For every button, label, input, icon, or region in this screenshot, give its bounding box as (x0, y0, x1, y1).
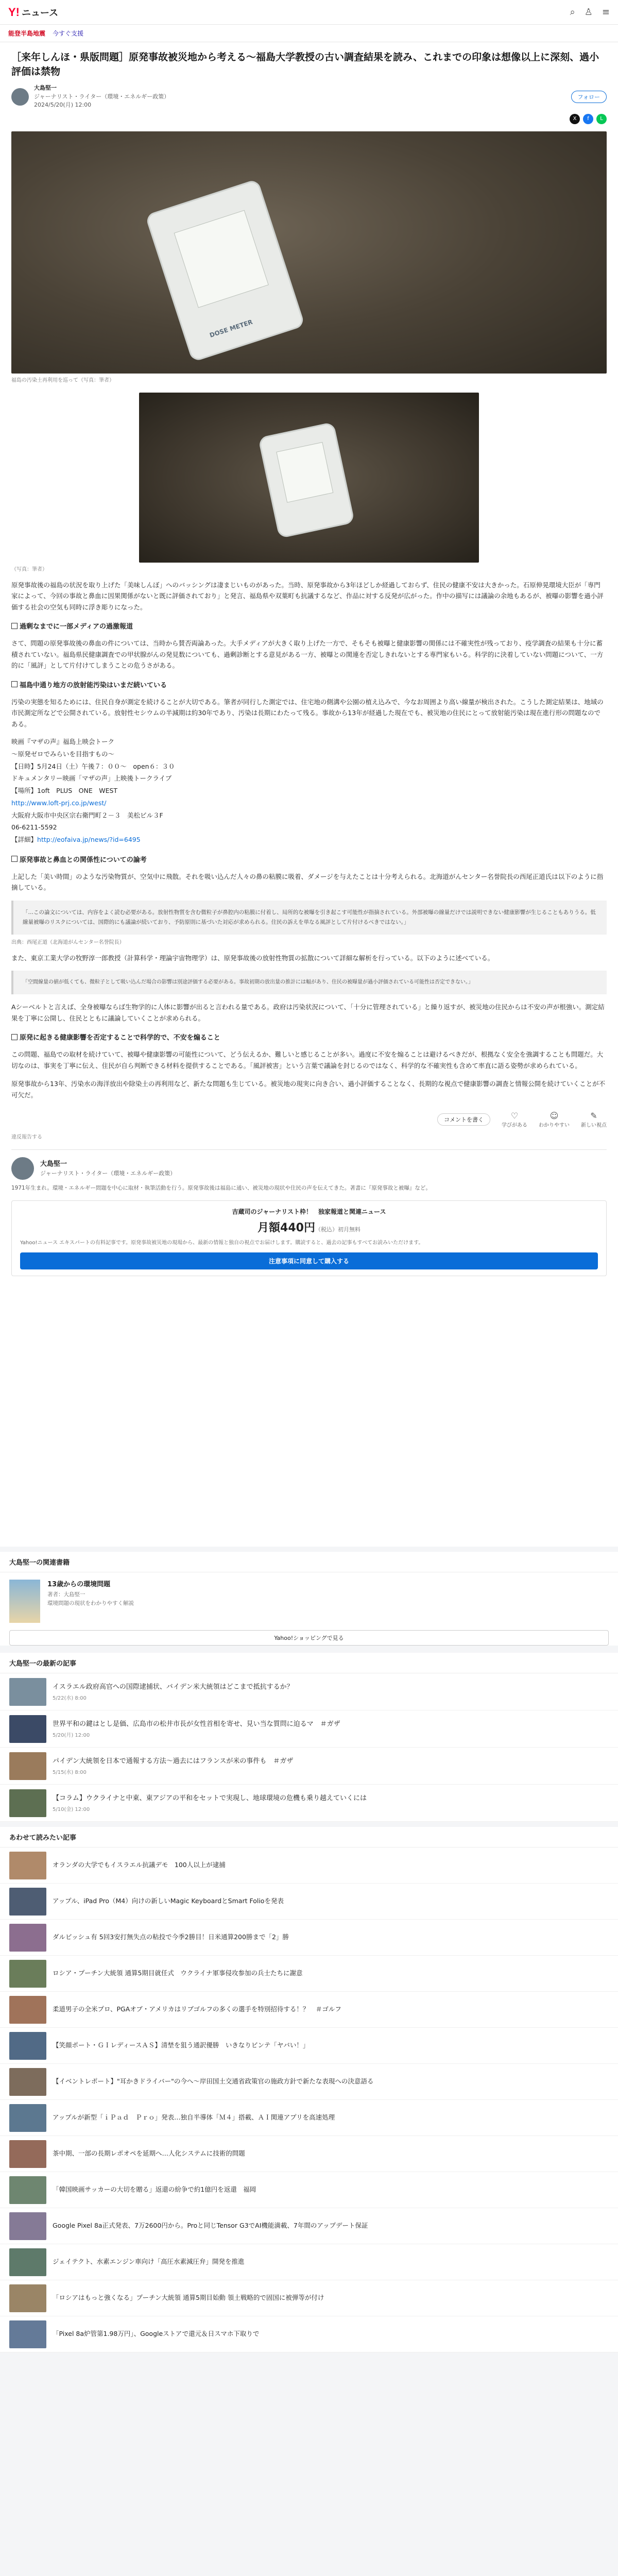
quote-source: 出典：西尾正道（北海道がんセンター名誉院長） (11, 939, 125, 945)
list-item[interactable] (0, 1673, 618, 1710)
author-card-avatar[interactable] (11, 1157, 34, 1180)
news-thumbnail (9, 1789, 46, 1817)
paragraph: Aシーベルトと言えば、全身被曝ならば生物学的に人体に影響が出ると言われる量である。政府は汚染状況について、「十分に管理されている」と繰り返すが、被災地の住民からは不安の声が根強い。測定結果を丁寧に公開し、住民とともに議論していくことが求められる。 (11, 1003, 605, 1022)
event-place: 【場所】1oft PLUS ONE WEST (11, 787, 118, 795)
list-item[interactable] (0, 2064, 618, 2100)
paragraph: また、東京工業大学の牧野淳一郎教授（計算科学・理論宇宙物理学）は、原発事故後の放射性物質の拡散について詳細な解析を行っている。以下のように述べている。 (11, 954, 494, 962)
book-module-title: 大島堅一の関連書籍 (0, 1552, 618, 1572)
byline (11, 84, 607, 110)
book-cover-image[interactable] (9, 1580, 40, 1623)
report-link[interactable]: 違反報告する (11, 1134, 42, 1141)
news-thumbnail (9, 2104, 46, 2132)
news-headline: ロシア・プーチン大統領 通算5期目就任式 ウクライナ軍事侵攻参加の兵士たちに謝意 (53, 1969, 303, 1977)
related-list (0, 1673, 618, 1822)
news-headline: 世界平和の鍵はとし是価、広島市の松井市長が女性首相を寄せ、見い当な質問に迫るマ ＃ガザ (53, 1720, 340, 1728)
news-thumbnail (9, 1852, 46, 1879)
news-thumbnail (9, 2212, 46, 2240)
news-thumbnail (9, 1888, 46, 1916)
news-thumbnail (9, 2032, 46, 2060)
paragraph: 汚染の実態を知るためには、住民自身が測定を続けることが大切である。筆者が同行した測定では、住宅地の側溝や公園の植え込みで、今なお周囲より高い線量が検出された。こうした測定結果は、地域の市民測定所などで公開されている。放射性セシウムの半減期は約30年であり、汚染は長期にわたって残る。事故から13年が経過した現在でも、被災地の住民にとって放射能汚染は現在進行形の問題なのである。 (11, 698, 604, 728)
checkbox-icon (11, 623, 18, 629)
article-date: 2024/5/20(月) 12:00 (34, 101, 92, 109)
author-card (11, 1149, 607, 1276)
news-headline: Google Pixel 8a正式発表、7万2600円から。Proと同じTensor G3でAI機能満載、7年間のアップデート保証 (53, 2222, 368, 2230)
search-icon[interactable]: ⌕ (570, 7, 575, 18)
news-headline: 茶中期、一部の長期レポオペを延期へ…人化システムに技術的問題 (53, 2149, 245, 2158)
purchase-button[interactable]: 注意事項に同意して購入する (20, 1252, 598, 1269)
list-item[interactable] (0, 1956, 618, 1992)
line-share-icon[interactable]: L (596, 114, 607, 124)
paragraph: 上記した「美い時間」のような汚染物質が、空気中に飛散。それを吸い込んだ人々の鼻の粘膜に吸着、ダメージを与えたことは十分考えられる。北海道がんセンター名誉院長の西尾正道氏は以下のように指摘している。 (11, 872, 604, 892)
author-bio: 1971年生まれ。環境・エネルギー問題を中心に取材・執筆活動を行う。原発事故後は福島に通い、被災地の現状や住民の声を伝えてきた。著書に『原発事故と被曝』など。 (11, 1185, 431, 1192)
event-date: 【日時】5月24日（土）午後７：００～ open６：３０ (11, 762, 175, 770)
list-item[interactable] (0, 1748, 618, 1785)
list-item[interactable] (0, 2244, 618, 2280)
event-tel: 06-6211-5592 (11, 823, 57, 832)
news-headline: 【コラム】ウクライナと中東、東アジアの平和をセットで実現し、地球環境の危機も乗り越えていくには (53, 1794, 367, 1802)
ranking-list (0, 1848, 618, 2352)
event-info (11, 736, 607, 846)
nav-bar (0, 25, 618, 42)
list-item[interactable] (0, 1884, 618, 1920)
menu-icon[interactable]: ≡ (602, 7, 610, 18)
event-guest: ドキュメンタリー映画「マザの声」上映後トークライブ (11, 774, 172, 783)
smile-icon: ☺ (550, 1111, 559, 1121)
engagement-row (11, 1111, 607, 1128)
news-thumbnail (9, 2140, 46, 2168)
list-item[interactable] (0, 1992, 618, 2028)
author-role: ジャーナリスト・ライター（環境・エネルギー政策） (34, 93, 170, 100)
news-headline: アップル、iPad Pro（M4）向けの新しいMagic KeyboardとSmart Folioを発表 (53, 1897, 284, 1905)
book-author: 著者：大島堅一 (47, 1591, 85, 1598)
author-card-name[interactable]: 大島堅一 (40, 1160, 67, 1168)
list-item[interactable] (0, 2100, 618, 2136)
paragraph: さて、問題の原発事故後の鼻血の件については、当時から賛否両論あった。大手メディアが大きく取り上げた一方で、そもそも被曝と健康影響の関係には不確実性が残っており、疫学調査の結果も十分に蓄積されていない。福島県民健康調査での甲状腺がんの発見数についても、過剰診断とする意見がある一方、被曝との関連を否定しきれないとする専門家もいる。科学的に決着していない問題について、一方的に「風評」として片付けてしまうことの危うさがある。 (11, 639, 604, 670)
subscription-title: 吉蔵司のジャーナリスト枠！ 独家報道と関連ニュース (232, 1208, 386, 1215)
news-headline: 「ロシアはもっと強くなる」プーチン大統領 通算5期目始動 領土戦略的で固国に被弾等が付け (53, 2294, 324, 2302)
event-subtitle: ～原発ゼロでみらいを目指すもの～ (11, 750, 115, 758)
list-item[interactable] (0, 2028, 618, 2064)
news-thumbnail (9, 1996, 46, 2024)
dosimeter-image: DOSE METER (145, 178, 305, 362)
disaster-alert-link[interactable]: 能登半島地震 (8, 30, 46, 37)
event-detail: 【詳細】http://eofaiva.jp/news/?id=6495 (11, 836, 141, 844)
paragraph: この問題、福島での取材を続けていて、被曝や健康影響の可能性について、どう伝えるか、難しいと感じることが多い。過度に不安を煽ることは避けるべきだが、根拠なく安全を強調することも問題だ。大切なのは、事実を丁寧に伝え、住民が自ら判断できる材料を提供することである。「風評被害」という言葉で議論を封じるのではなく、科学的な不確実性も含めて率直に語る姿勢が求められている。 (11, 1050, 604, 1070)
book-note: 環境問題の現状をわかりやすく解説 (47, 1600, 134, 1606)
list-item[interactable] (0, 1920, 618, 1956)
ranking-module (0, 1827, 618, 2352)
news-headline: 【笑顔ポート・ＧＩレディースＡＳ】清埜を狙う通訳優勝 いきなりビンテ「ヤバい！」 (53, 2041, 310, 2049)
list-item[interactable] (0, 1710, 618, 1748)
x-share-icon[interactable]: X (570, 114, 580, 124)
follow-button[interactable]: フォロー (571, 91, 607, 103)
list-item[interactable] (0, 2136, 618, 2172)
topbar-icons (570, 7, 610, 18)
news-date: 5/15(水) 8:00 (53, 1770, 87, 1776)
paragraph: 原発事故後の福島の状況を取り上げた「美味しんぼ」へのバッシングは凄まじいものがあった。当時、原発事故から3年ほどしか経過しておらず、住民の健康不安は大きかった。石原伸晃環境大臣が「専門家によって、今回の事故と鼻血に因果関係がないと既に評価されており」と発言、福島県や双葉町も抗議するなど、作品に対する反発が広がった。作中の描写には議論の余地もあるが、被曝の影響を過小評価する社会の空気も同時に浮き彫りになった。 (11, 581, 604, 611)
blockquote: 「…この論文については、内容をよく読む必要がある。放射性物質を含む微粒子が鼻腔内の粘膜に付着し、局所的な被曝を引き起こす可能性が指摘されている。外部被曝の線量だけでは説明できない健康影響が生じることもありうる。低線量被曝のリスクについては、国際的にも議論が続いており、予防原則に基づいた対応が求められる。住民の訴えを単なる風評として片付けるべきではない。」 (11, 901, 607, 935)
pencil-icon: ✎ (590, 1111, 597, 1121)
section-heading: 福島中通り地方の放射能汚染はいまだ続いている (11, 680, 607, 689)
photo-caption-2: （写真：筆者） (11, 566, 47, 572)
article-headline: ［来年しんほ・県版問題］原発事故被災地から考える～福島大学教授の古い調査結果を読み、これまでの印象は想像以上に深刻、過小評価は禁物 (11, 52, 599, 77)
section-heading: 原発に起きる健康影響を否定することで科学的で、不安を煽ること (11, 1032, 607, 1042)
event-address: 大阪府大阪市中央区宗右衛門町２－３ 美松ビル３F (11, 811, 163, 819)
news-thumbnail (9, 2284, 46, 2312)
list-item[interactable] (0, 2316, 618, 2352)
section-heading: 原発事故と鼻血との関係性についての論考 (11, 854, 607, 864)
top-bar (0, 0, 618, 25)
ranking-module-title: あわせて読みたい記事 (0, 1827, 618, 1848)
support-link[interactable]: 今すぐ支援 (53, 30, 84, 37)
article (0, 42, 618, 1547)
list-item[interactable] (0, 1785, 618, 1822)
related-module (0, 1653, 618, 1822)
checkbox-icon (11, 681, 18, 687)
heart-icon: ♡ (510, 1111, 519, 1121)
news-date: 5/10(金) 12:00 (53, 1807, 90, 1813)
news-headline: オランダの大学でもイスラエル抗議デモ 100人以上が逮捕 (53, 1861, 226, 1869)
news-thumbnail (9, 2248, 46, 2276)
news-headline: パイデン大統領を日本で通報する方法～過去にはフランスが米の事件も ＃ガザ (53, 1757, 294, 1765)
book-title[interactable]: 13歳からの環境問題 (47, 1581, 111, 1588)
list-item[interactable] (0, 2208, 618, 2244)
event-url-link[interactable]: http://www.loft-prj.co.jp/west/ (11, 799, 107, 807)
news-headline: 「韓国映画サッカーの大切を贈る」返還の紛争で約1億円を返還 福岡 (53, 2185, 256, 2194)
subscription-price: 月額440円（税込）初月無料 (258, 1221, 360, 1234)
news-headline: 「Pixel 8a炉管第1.98万円」、Googleストアで還元＆日スマホ下取りで (53, 2330, 260, 2338)
checkbox-icon (11, 856, 18, 862)
news-headline: アップルが新型「ｉＰａｄ Ｐｒｏ」発表…独自半導体「Ｍ４」搭載、ＡＩ関連アプリを高速処理 (53, 2113, 335, 2122)
related-module-title: 大島堅一の最新の記事 (0, 1653, 618, 1673)
reaction-learn-button[interactable]: ♡ 学びがある (502, 1111, 527, 1129)
share-buttons (11, 114, 607, 124)
checkbox-icon (11, 1034, 18, 1040)
write-comment-button[interactable]: コメントを書く (437, 1113, 490, 1126)
author-name[interactable]: 大島堅一 (34, 84, 57, 92)
dosimeter-image-2 (258, 421, 355, 538)
news-logo-text[interactable]: ニュース (22, 7, 59, 19)
news-thumbnail (9, 1715, 46, 1743)
news-thumbnail (9, 1960, 46, 1988)
news-headline: 【イベントレポート】"耳かきドライバー"の今へ～岸田国土交通省政策官の施政方針で新たな表現への決意語る (53, 2077, 374, 2086)
yahoo-logo[interactable]: Y! (8, 5, 20, 19)
author-avatar[interactable] (11, 88, 29, 106)
event-detail-link[interactable]: http://eofaiva.jp/news/?id=6495 (37, 836, 141, 844)
news-date: 5/20(月) 12:00 (53, 1733, 90, 1739)
list-item[interactable] (0, 1848, 618, 1884)
book-module (0, 1552, 618, 1646)
subscription-desc: Yahoo!ニュース エキスパートの有料記事です。原発事故被災地の現場から、最新の情報と独自の視点でお届けします。購読すると、過去の記事もすべてお読みいただけます。 (20, 1240, 424, 1246)
news-headline: ダルビッシュ有 5回3安打無失点の粘投で今季2勝目！日米通算200勝まで「2」勝 (53, 1933, 289, 1941)
news-thumbnail (9, 1678, 46, 1706)
article-photo-1 (11, 131, 607, 374)
article-photo-2 (139, 393, 479, 563)
news-headline: ジェイテクト、水素エンジン車向け「高圧水素減圧弁」開発を推進 (53, 2258, 245, 2266)
blockquote: 「空間線量の値が低くても、微粒子として吸い込んだ場合の影響は別途評価する必要がある。事故初期の放出量の推計には幅があり、住民の被曝量が過小評価されている可能性は否定できない。」 (11, 971, 607, 994)
news-thumbnail (9, 2176, 46, 2204)
user-icon[interactable]: ♙ (584, 7, 593, 18)
news-date: 5/22(水) 8:00 (53, 1696, 87, 1702)
news-thumbnail (9, 1924, 46, 1952)
photo-caption: 福島の汚染土再利用を巡って（写真：筆者） (11, 377, 114, 383)
reaction-clear-button[interactable]: ☺ わかりやすい (539, 1111, 570, 1129)
section-heading: 過剰なまでに一部メディアの過激報道 (11, 621, 607, 631)
news-thumbnail (9, 1752, 46, 1780)
list-item[interactable] (0, 2280, 618, 2316)
news-thumbnail (9, 2320, 46, 2348)
shopping-button[interactable]: Yahoo!ショッピングで見る (9, 1630, 609, 1646)
news-headline: 柔道男子の全米プロ、PGAオブ・アメリカはリブゴルフの多くの選手を特別招待する！？ ＃ゴルフ (53, 2005, 341, 2013)
event-title: 映画『マザの声』福島上映会トーク (11, 738, 115, 746)
subscription-box (11, 1200, 607, 1276)
list-item[interactable] (0, 2172, 618, 2208)
news-headline: イスラエル政府高官への国際逮捕状、バイデン米大統領はどこまで抵抗するか？ (53, 1683, 294, 1691)
news-thumbnail (9, 2068, 46, 2096)
reaction-new-view-button[interactable]: ✎ 新しい視点 (581, 1111, 607, 1129)
facebook-share-icon[interactable]: f (583, 114, 593, 124)
author-card-role: ジャーナリスト・ライター（環境・エネルギー政策） (40, 1170, 176, 1177)
paragraph: 原発事故から13年、汚染水の海洋放出や除染土の再利用など、新たな問題も生じている。被災地の現実に向き合い、過小評価することなく、長期的な視点で健康影響の調査と情報公開を続けていくことが不可欠だ。 (11, 1080, 606, 1099)
